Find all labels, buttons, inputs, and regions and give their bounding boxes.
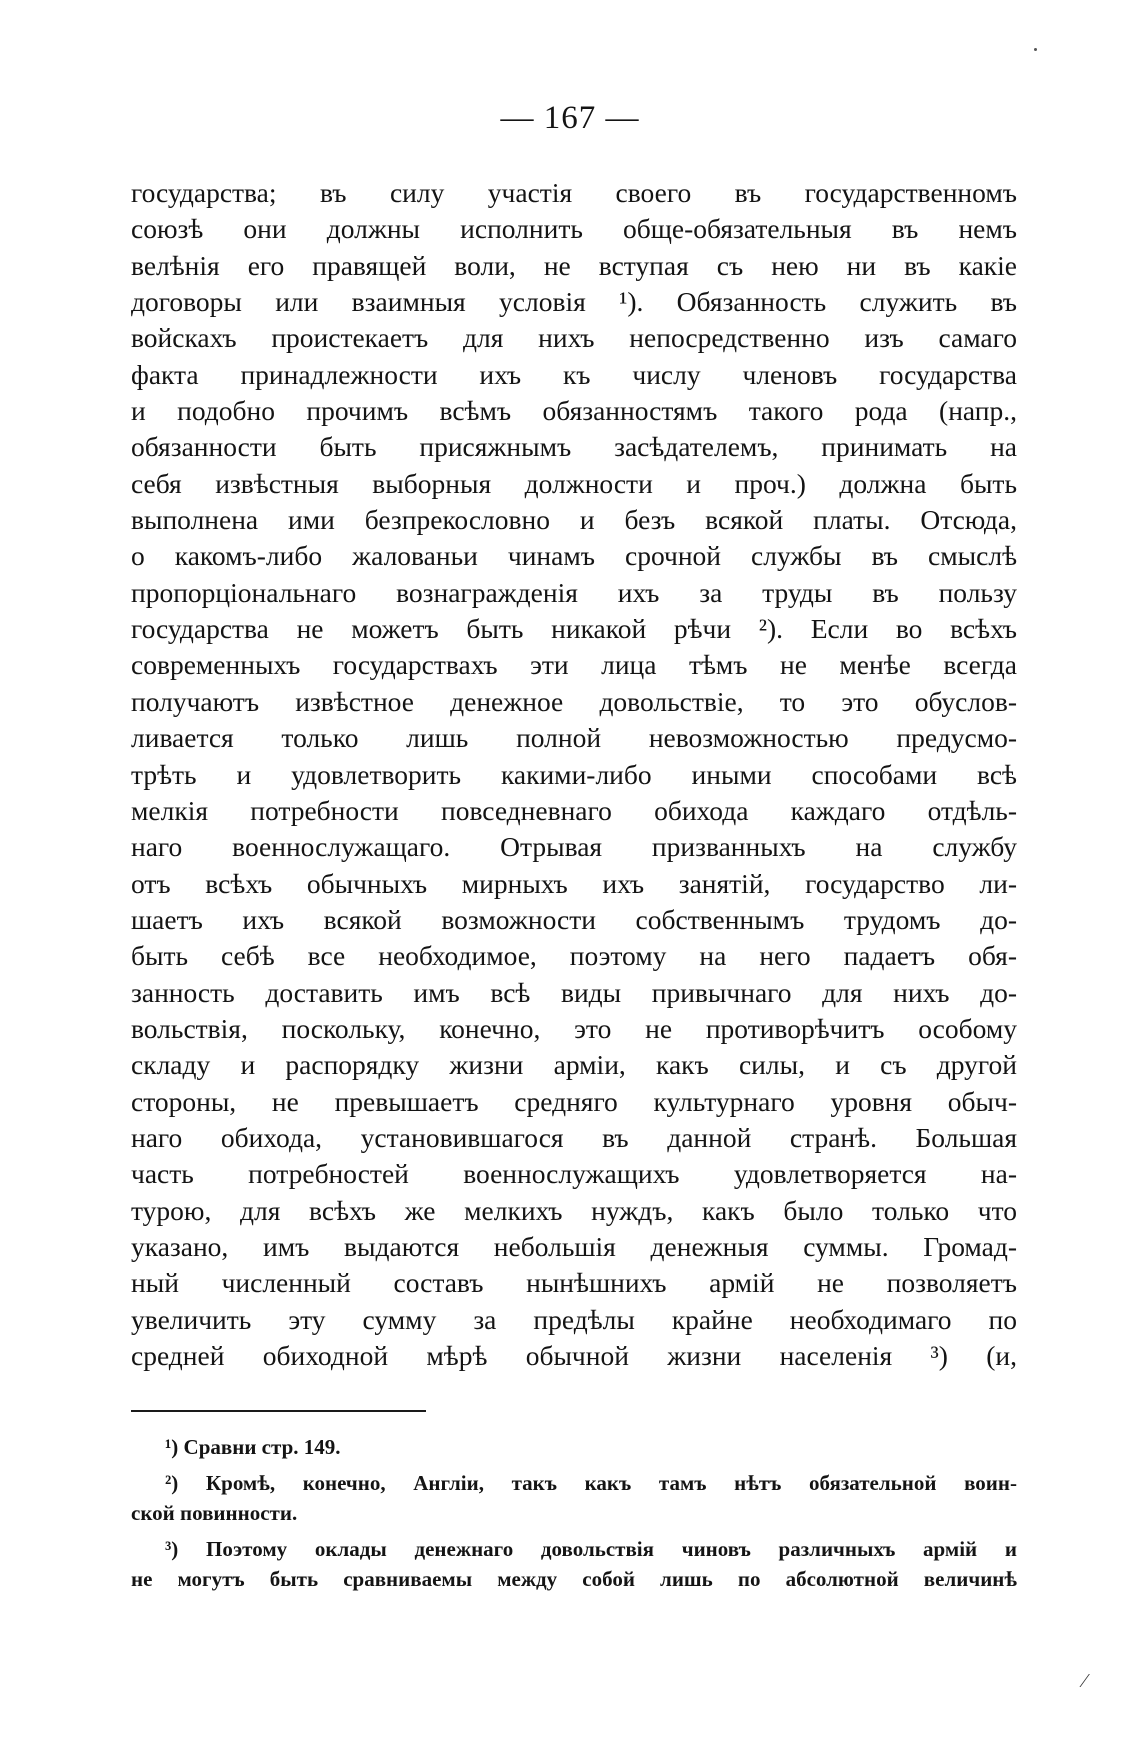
text-line: увеличить эту сумму за предѣлы крайне необходимаго по (131, 1303, 1017, 1335)
text-line: обязанности быть присяжнымъ засѣдателемъ, принимать на (131, 431, 1017, 463)
text-line: союзѣ они должны исполнить обще-обязательныя въ немъ (131, 213, 1017, 245)
text-line: государства не можетъ быть никакой рѣчи ²). Если во всѣхъ (131, 613, 1017, 645)
footnote-3-line-1: ³) Поэтому оклады денежнаго довольствія чиновъ различныхъ армій и (165, 1537, 1017, 1561)
text-line: договоры или взаимныя условія ¹). Обязанность служить въ (131, 286, 1017, 318)
text-line: наго обихода, установившагося въ данной странѣ. Большая (131, 1121, 1017, 1153)
body-text (131, 175, 1017, 1374)
text-line: трѣть и удовлетворить какими-либо иными способами всѣ (131, 758, 1017, 790)
pencil-mark: ⁄ (1083, 1670, 1087, 1692)
text-line: о какомъ-либо жалованьи чинамъ срочной службы въ смыслѣ (131, 540, 1017, 572)
footnote-1: ¹) Сравни стр. 149. (165, 1435, 341, 1459)
text-line: войскахъ проистекаетъ для нихъ непосредственно изъ самаго (131, 322, 1017, 354)
text-line: шаетъ ихъ всякой возможности собственнымъ трудомъ до- (131, 903, 1017, 935)
footnote-3-line-2: не могутъ быть сравниваемы между собой лишь по абсолютной величинѣ (131, 1567, 1017, 1591)
text-line: вольствія, поскольку, конечно, это не противорѣчитъ особому (131, 1012, 1017, 1044)
text-line: факта принадлежности ихъ къ числу членовъ государства (131, 358, 1017, 390)
text-line: ный численный составъ нынѣшнихъ армій не позволяетъ (131, 1267, 1017, 1299)
footnotes (131, 1432, 1017, 1594)
text-line: занность доставить имъ всѣ виды привычнаго для нихъ до- (131, 976, 1017, 1008)
text-line: велѣнія его правящей воли, не вступая съ нею ни въ какіе (131, 249, 1017, 281)
footnote-2-line-1: ²) Кромѣ, конечно, Англіи, такъ какъ тамъ нѣтъ обязательной воин- (165, 1471, 1017, 1495)
footnote-rule (131, 1410, 426, 1412)
text-line: стороны, не превышаетъ средняго культурнаго уровня обыч- (131, 1085, 1017, 1117)
text-line: выполнена ими безпрекословно и безъ всякой платы. Отсюда, (131, 504, 1017, 536)
text-line: ливается только лишь полной невозможностью предусмо- (131, 722, 1017, 754)
text-line: современныхъ государствахъ эти лица тѣмъ не менѣе всегда (131, 649, 1017, 681)
text-line: средней обиходной мѣрѣ обычной жизни населенія ³) (и, (131, 1340, 1017, 1371)
text-line: пропорціональнаго вознагражденія ихъ за труды въ пользу (131, 576, 1017, 608)
text-line: наго военнослужащаго. Отрывая призванныхъ на службу (131, 831, 1017, 863)
page-number: — 167 — (500, 100, 640, 136)
text-line: складу и распорядку жизни арміи, какъ силы, и съ другой (131, 1049, 1017, 1081)
text-line: государства; въ силу участія своего въ государственномъ (131, 177, 1017, 208)
text-line: себя извѣстныя выборныя должности и проч.) должна быть (131, 467, 1017, 499)
text-line: указано, имъ выдаются небольшія денежныя суммы. Громад- (131, 1230, 1017, 1262)
text-line: турою, для всѣхъ же мелкихъ нуждъ, какъ было только что (131, 1194, 1017, 1226)
text-line: часть потребностей военнослужащихъ удовлетворяется на- (131, 1158, 1017, 1190)
text-line: получаютъ извѣстное денежное довольствіе, то это обуслов- (131, 685, 1017, 717)
speck-mark (1034, 48, 1037, 51)
text-line: быть себѣ все необходимое, поэтому на него падаетъ обя- (131, 940, 1017, 972)
footnote-2-line-2: ской повинности. (131, 1501, 298, 1525)
text-line: и подобно прочимъ всѣмъ обязанностямъ такого рода (напр., (131, 395, 1017, 427)
text-line: отъ всѣхъ обычныхъ мирныхъ ихъ занятій, государство ли- (131, 867, 1017, 899)
text-line: мелкія потребности повседневнаго обихода каждаго отдѣль- (131, 794, 1017, 826)
